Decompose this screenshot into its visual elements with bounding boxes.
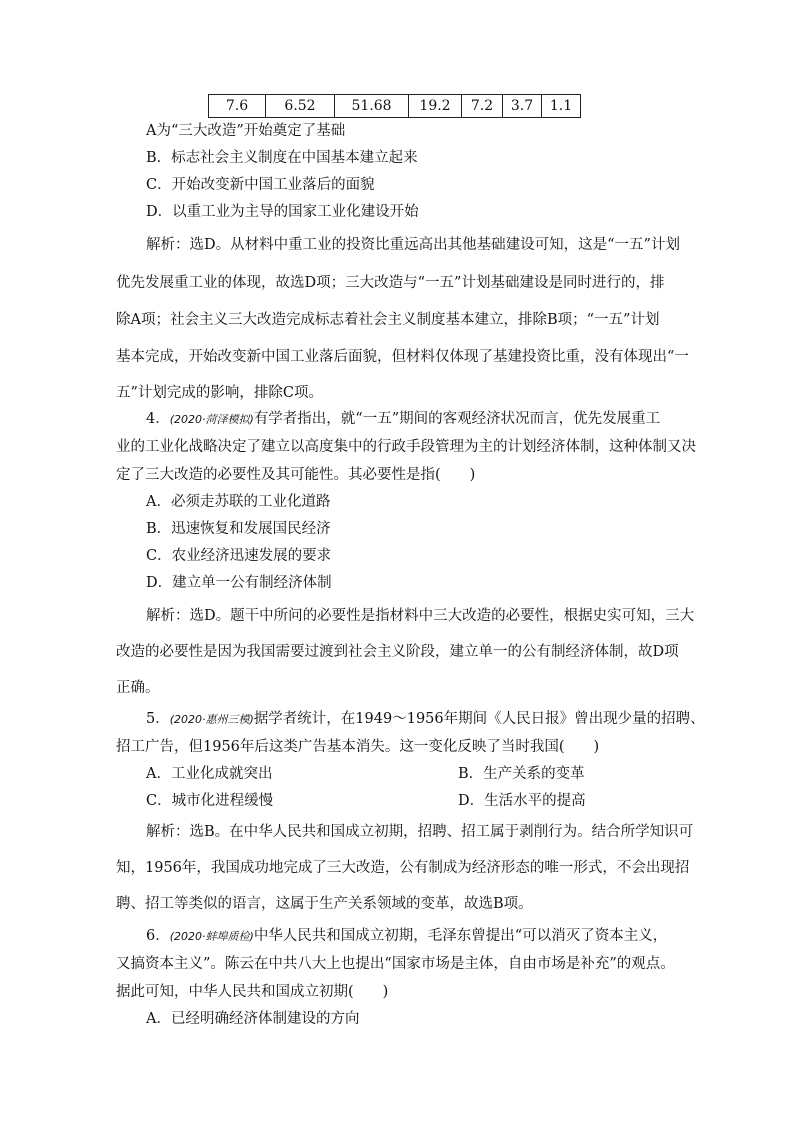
q4-option-c: C．农业经济迅速发展的要求 (146, 548, 332, 564)
q3-analysis-line: 优先发展重工业的体现，故选D项；三大改造与“一五”计划基础建设是同时进行的，排 (116, 275, 665, 291)
q4-option-d: D．建立单一公有制经济体制 (146, 575, 332, 591)
q4-stem-line: 定了三大改造的必要性及其可能性。其必要性是指( ) (116, 467, 476, 483)
q6-stem-line: 又搞资本主义”。陈云在中共八大上也提出“国家市场是主体，自由市场是补充”的观点。 (116, 956, 675, 972)
q5-analysis-line: 聘、招工等类似的语言，这属于生产关系领域的变革，故选B项。 (116, 896, 533, 912)
q4-stem-text: 有学者指出，就“一五”期间的客观经济状况而言，优先发展重工 (253, 411, 661, 427)
q4-option-b: B．迅速恢复和发展国民经济 (146, 521, 331, 537)
q3-option-a: A为“三大改造”开始奠定了基础 (146, 123, 346, 139)
q4-stem (146, 412, 660, 427)
q3-option-b: B．标志社会主义制度在中国基本建立起来 (146, 150, 418, 166)
table-cell: 1.1 (542, 95, 581, 118)
table-cell: 3.7 (503, 95, 542, 118)
q4-analysis-line: 解析：选D。题干中所问的必要性是指材料中三大改造的必要性，根据史实可知，三大 (146, 608, 695, 624)
q5-stem-line: 招工广告，但1956年后这类广告基本消失。这一变化反映了当时我国( ) (116, 739, 600, 755)
q6-stem-text: 中华人民共和国成立初期，毛泽东曾提出“可以消灭了资本主义， (253, 928, 668, 944)
table-cell: 7.2 (462, 95, 503, 118)
q5-option-c: C．城市化进程缓慢 (146, 793, 274, 809)
q3-analysis-line: 解析：选D。从材料中重工业的投资比重远高出其他基础建设可知，这是“一五”计划 (146, 237, 680, 253)
q6-stem (146, 929, 667, 944)
q4-analysis-line: 改造的必要性是因为我国需要过渡到社会主义阶段，建立单一的公有制经济体制，故D项 (116, 644, 679, 660)
table-cell: 19.2 (409, 95, 462, 118)
table-cell: 6.52 (266, 95, 335, 118)
question-source: (2020·菏泽模拟) (169, 413, 254, 426)
table-row (209, 95, 581, 118)
q5-analysis-line: 解析：选B。在中华人民共和国成立初期，招聘、招工属于剥削行为。结合所学知识可 (146, 824, 694, 840)
investment-table (208, 94, 581, 118)
q5-stem-text: 据学者统计，在1949～1956年期间《人民日报》曾出现少量的招聘、 (253, 711, 705, 727)
q6-stem-line: 据此可知，中华人民共和国成立初期( ) (116, 984, 389, 1000)
question-number: 5． (146, 711, 170, 727)
question-source: (2020·惠州三模) (169, 713, 254, 726)
q3-analysis-line: 五”计划完成的影响，排除C项。 (116, 385, 324, 401)
table-cell: 51.68 (335, 95, 409, 118)
question-number: 4． (146, 411, 170, 427)
q3-analysis-line: 除A项；社会主义三大改造完成标志着社会主义制度基本建立，排除B项；“一五”计划 (116, 312, 660, 328)
q5-stem (146, 712, 705, 727)
q4-analysis-line: 正确。 (116, 680, 160, 696)
q5-analysis-line: 知，1956年，我国成功地完成了三大改造，公有制成为经济形态的唯一形式，不会出现招 (116, 860, 690, 876)
q3-option-c: C．开始改变新中国工业落后的面貌 (146, 177, 375, 193)
q5-option-d: D．生活水平的提高 (458, 793, 586, 809)
q3-analysis-line: 基本完成，开始改变新中国工业落后面貌，但材料仅体现了基建投资比重，没有体现出“一 (116, 349, 689, 365)
q4-option-a: A．必须走苏联的工业化道路 (146, 494, 331, 510)
question-number: 6． (146, 928, 170, 944)
q3-option-d: D．以重工业为主导的国家工业化建设开始 (146, 204, 419, 220)
q5-option-b: B．生产关系的变革 (458, 766, 585, 782)
question-source: (2020·蚌埠质检) (169, 930, 254, 943)
table-cell: 7.6 (209, 95, 266, 118)
q4-stem-line: 业的工业化战略决定了建立以高度集中的行政手段管理为主的计划经济体制，这种体制又决 (116, 439, 696, 455)
q6-option-a: A．已经明确经济体制建设的方向 (146, 1011, 360, 1027)
q5-option-a: A．工业化成就突出 (146, 766, 273, 782)
